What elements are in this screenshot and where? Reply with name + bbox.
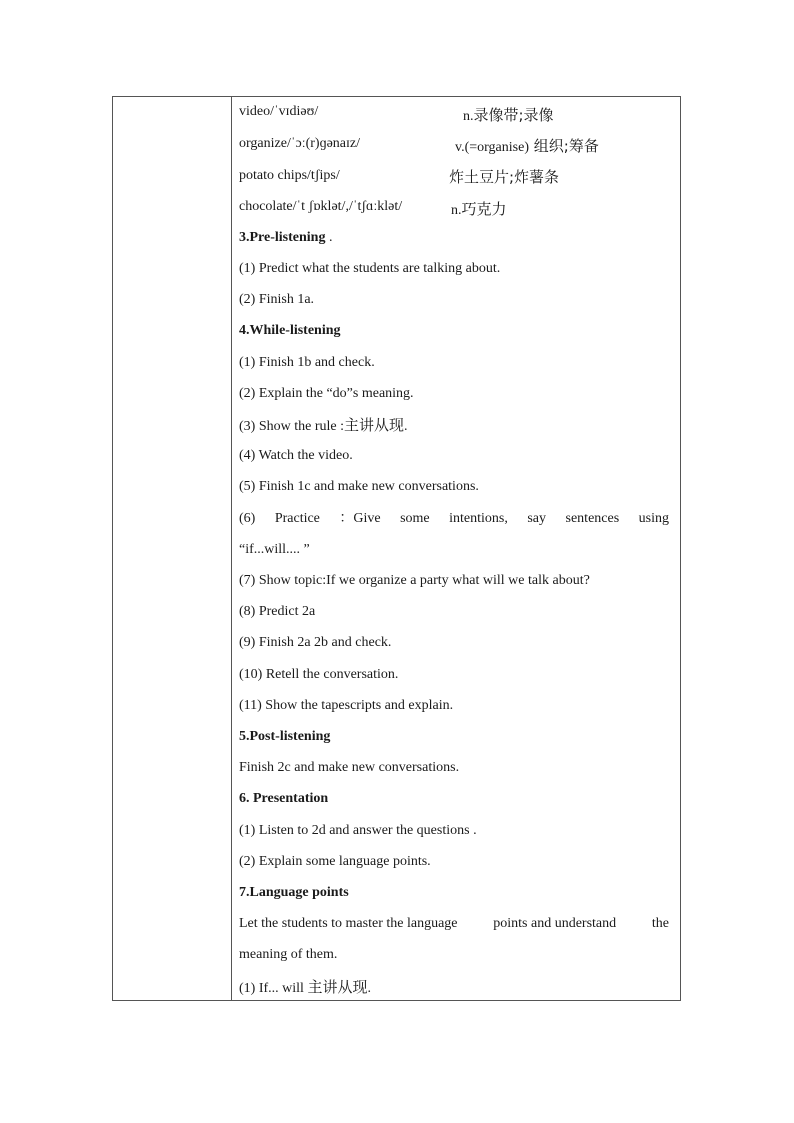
- list-item: (4) Watch the video.: [239, 448, 353, 463]
- section-heading-pre-listening: [239, 230, 332, 246]
- vocab-row: [239, 199, 402, 215]
- list-item: (1) Finish 1b and check.: [239, 355, 375, 370]
- list-item: (5) Finish 1c and make new conversations.: [239, 479, 479, 494]
- vocab-cn: 录像带;录像: [473, 106, 554, 124]
- rule-end: .: [404, 419, 408, 434]
- section-title: 3.Pre-listening: [239, 230, 326, 245]
- word: points and understand: [493, 916, 617, 931]
- word: ：Give: [339, 511, 381, 526]
- vocab-row: [239, 136, 360, 152]
- section-heading-post-listening: 5.Post-listening: [239, 729, 331, 744]
- list-item: (11) Show the tapescripts and explain.: [239, 698, 454, 713]
- list-item: (1) Predict what the students are talking about.: [239, 261, 501, 276]
- list-item-continuation: “if...will.... ”: [239, 542, 310, 557]
- vocab-row: [239, 168, 340, 184]
- word: say: [527, 511, 547, 526]
- word: some: [400, 511, 430, 526]
- word: Practice: [274, 511, 320, 526]
- vocab-word: potato chips/tʃips/: [239, 168, 340, 183]
- column-divider: [231, 97, 232, 1000]
- vocab-pos: n.: [451, 203, 462, 218]
- vocab-row: [239, 104, 318, 120]
- section-heading-while-listening: 4.While-listening: [239, 323, 341, 338]
- paragraph-line: [239, 916, 669, 932]
- list-item: (2) Explain the “do”s meaning.: [239, 386, 414, 401]
- vocab-meaning: [449, 166, 559, 187]
- vocab-cn: 炸土豆片;炸薯条: [449, 168, 560, 186]
- rule-cn: 主讲从现: [343, 416, 404, 434]
- word: using: [638, 511, 669, 526]
- rule-end: .: [367, 981, 371, 996]
- vocab-meaning: [463, 104, 554, 125]
- list-item-text: (3) Show the rule :: [239, 419, 344, 434]
- word: sentences: [565, 511, 620, 526]
- vocab-pos: v.(=organise): [455, 140, 529, 155]
- section-suffix: .: [325, 230, 333, 245]
- list-item: (9) Finish 2a 2b and check.: [239, 635, 392, 650]
- word: Let the students to master the language: [239, 916, 458, 931]
- section-heading-language-points: 7.Language points: [239, 885, 349, 900]
- vocab-meaning: [451, 198, 507, 219]
- vocab-meaning: [455, 135, 599, 156]
- vocab-pos: n.: [463, 109, 474, 124]
- list-item: (2) Explain some language points.: [239, 854, 431, 869]
- list-item: (10) Retell the conversation.: [239, 667, 399, 682]
- vocab-word: video/ˈvɪdiəʊ/: [239, 104, 319, 119]
- paragraph-line: meaning of them.: [239, 947, 338, 962]
- list-item: (1) Listen to 2d and answer the questions .: [239, 823, 477, 838]
- list-item: (8) Predict 2a: [239, 604, 316, 619]
- word: (6): [239, 511, 256, 526]
- vocab-word: organize/ˈɔː(r)ɡənaɪz/: [239, 136, 361, 151]
- list-item: [239, 417, 408, 435]
- list-item: (2) Finish 1a.: [239, 292, 315, 307]
- vocab-cn: 组织;筹备: [529, 137, 599, 155]
- list-item-text: (1) If... will: [239, 981, 308, 996]
- word: intentions,: [449, 511, 508, 526]
- list-item-justified: [239, 511, 669, 527]
- vocab-cn: 巧克力: [461, 200, 507, 218]
- rule-cn: 主讲从现: [307, 978, 368, 996]
- vocab-word: chocolate/ˈt ʃɒklət/,/ˈtʃɑːklət/: [239, 199, 403, 214]
- list-item: [239, 979, 371, 997]
- list-item: (7) Show topic:If we organize a party what will we talk about?: [239, 573, 590, 588]
- word: the: [651, 916, 669, 931]
- list-item: Finish 2c and make new conversations.: [239, 760, 460, 775]
- section-heading-presentation: 6. Presentation: [239, 791, 329, 806]
